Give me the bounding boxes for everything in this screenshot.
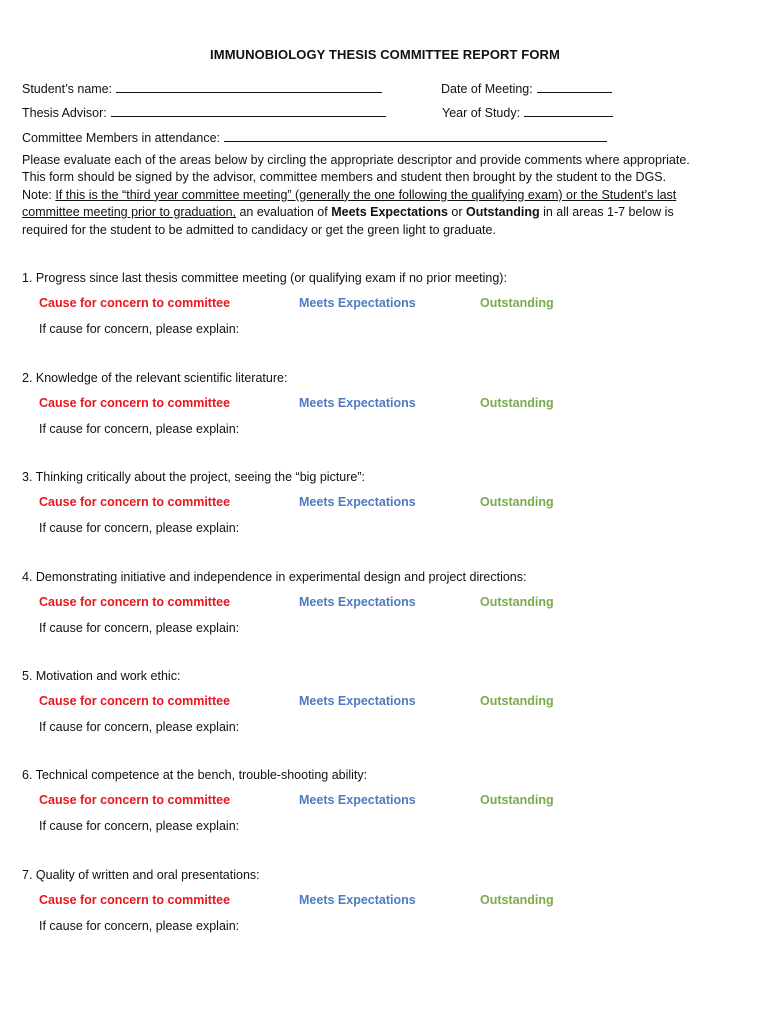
explain-prompt: If cause for concern, please explain: <box>39 322 240 336</box>
question-3 <box>22 469 722 536</box>
date-of-meeting-label: Date of Meeting: <box>441 82 533 96</box>
rating-outstanding[interactable]: Outstanding <box>480 595 554 609</box>
rating-meets-expectations[interactable]: Meets Expectations <box>299 893 416 907</box>
note-bold-outstanding: Outstanding <box>466 205 540 220</box>
explain-prompt: If cause for concern, please explain: <box>39 521 240 535</box>
question-text: 4. Demonstrating initiative and independence in experimental design and project directions: <box>22 570 527 584</box>
question-2 <box>22 370 722 437</box>
question-text: 3. Thinking critically about the project, seeing the “big picture”: <box>22 470 366 484</box>
question-text: 5. Motivation and work ethic: <box>22 669 181 683</box>
rating-cause-for-concern[interactable]: Cause for concern to committee <box>39 893 231 907</box>
explain-prompt: If cause for concern, please explain: <box>39 720 240 734</box>
question-text: 6. Technical competence at the bench, trouble-shooting ability: <box>22 768 368 782</box>
committee-members-row <box>22 129 607 145</box>
rating-options <box>22 595 722 620</box>
year-of-study-row <box>442 104 613 120</box>
note-label: Note: <box>22 187 56 202</box>
rating-cause-for-concern[interactable]: Cause for concern to committee <box>39 595 231 609</box>
rating-outstanding[interactable]: Outstanding <box>480 396 554 410</box>
rating-options <box>22 396 722 421</box>
rating-cause-for-concern[interactable]: Cause for concern to committee <box>39 793 231 807</box>
year-of-study-field[interactable] <box>524 104 613 117</box>
question-text: 7. Quality of written and oral presentations: <box>22 868 260 882</box>
date-of-meeting-row <box>441 80 612 96</box>
student-name-row <box>22 80 382 96</box>
thesis-advisor-label: Thesis Advisor: <box>22 106 107 120</box>
rating-meets-expectations[interactable]: Meets Expectations <box>299 595 416 609</box>
rating-outstanding[interactable]: Outstanding <box>480 495 554 509</box>
question-text: 1. Progress since last thesis committee meeting (or qualifying exam if no prior meeting): <box>22 271 507 285</box>
question-text: 2. Knowledge of the relevant scientific literature: <box>22 371 288 385</box>
rating-options <box>22 893 722 918</box>
rating-cause-for-concern[interactable]: Cause for concern to committee <box>39 495 231 509</box>
explain-prompt: If cause for concern, please explain: <box>39 819 240 833</box>
committee-members-label: Committee Members in attendance: <box>22 131 221 145</box>
note-bold-meets: Meets Expectations <box>331 205 448 220</box>
year-of-study-label: Year of Study: <box>442 106 521 120</box>
note-underlined: If this is the “third year committee meeting” (generally the one following the qualifying exam) or the Student’s last committee meeting prior to graduation, <box>22 187 677 220</box>
date-of-meeting-field[interactable] <box>537 80 612 93</box>
question-7 <box>22 867 722 934</box>
thesis-advisor-row <box>22 104 386 120</box>
rating-meets-expectations[interactable]: Meets Expectations <box>299 296 416 310</box>
rating-outstanding[interactable]: Outstanding <box>480 793 554 807</box>
question-1 <box>22 270 722 337</box>
rating-outstanding[interactable]: Outstanding <box>480 893 554 907</box>
student-name-field[interactable] <box>116 80 382 93</box>
rating-outstanding[interactable]: Outstanding <box>480 296 554 310</box>
student-name-label: Student’s name: <box>22 82 113 96</box>
form-title: IMMUNOBIOLOGY THESIS COMMITTEE REPORT FORM <box>210 47 560 62</box>
note-end: in all areas 1-7 below is required for the student to be admitted to candidacy or get the green light to graduate. <box>22 205 674 237</box>
instructions-paragraph <box>22 152 712 239</box>
question-5 <box>22 668 722 735</box>
instructions-text: Please evaluate each of the areas below by circling the appropriate descriptor and provide comments where appropriate. This form should be signed by the advisor, committee members and student then brought by the student to the DGS. <box>22 153 690 185</box>
explain-prompt: If cause for concern, please explain: <box>39 621 240 635</box>
explain-prompt: If cause for concern, please explain: <box>39 422 240 436</box>
question-6 <box>22 767 722 834</box>
rating-meets-expectations[interactable]: Meets Expectations <box>299 793 416 807</box>
thesis-advisor-field[interactable] <box>111 104 386 117</box>
explain-prompt: If cause for concern, please explain: <box>39 919 240 933</box>
rating-cause-for-concern[interactable]: Cause for concern to committee <box>39 396 231 410</box>
rating-meets-expectations[interactable]: Meets Expectations <box>299 694 416 708</box>
committee-members-field[interactable] <box>224 129 607 142</box>
rating-cause-for-concern[interactable]: Cause for concern to committee <box>39 296 231 310</box>
question-4 <box>22 569 722 636</box>
rating-outstanding[interactable]: Outstanding <box>480 694 554 708</box>
note-or: or <box>447 205 466 220</box>
rating-options <box>22 694 722 719</box>
rating-options <box>22 296 722 321</box>
rating-options <box>22 495 722 520</box>
note-mid: an evaluation of <box>236 205 332 220</box>
rating-options <box>22 793 722 818</box>
rating-cause-for-concern[interactable]: Cause for concern to committee <box>39 694 231 708</box>
rating-meets-expectations[interactable]: Meets Expectations <box>299 495 416 509</box>
rating-meets-expectations[interactable]: Meets Expectations <box>299 396 416 410</box>
